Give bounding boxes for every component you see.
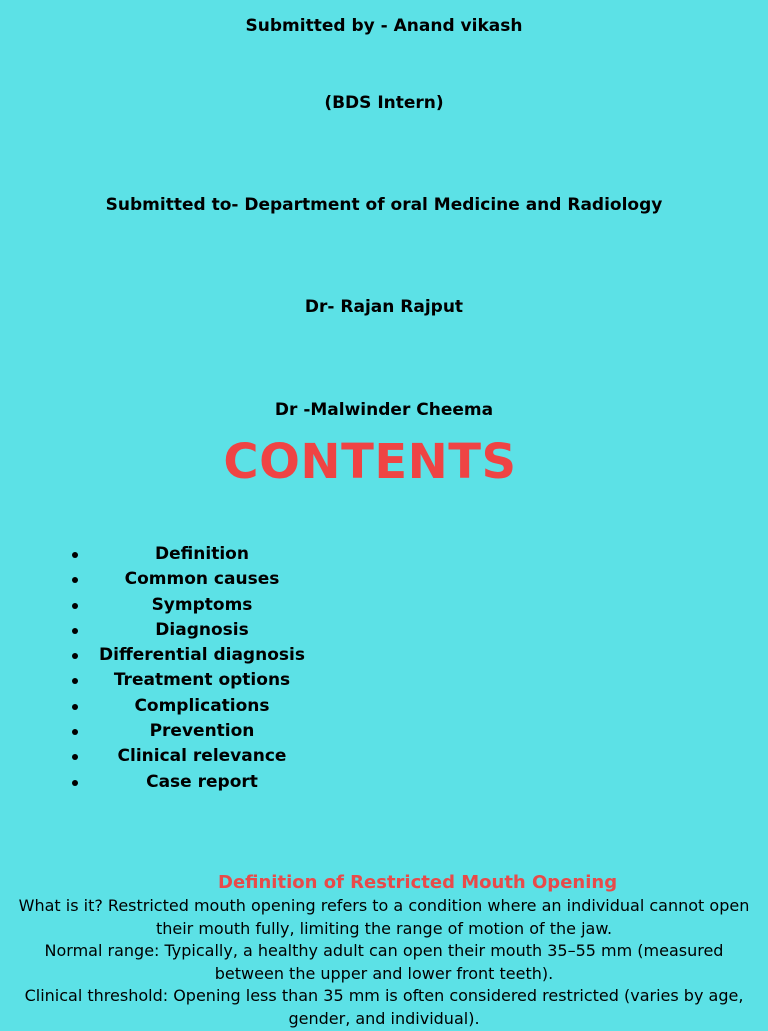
bullet-icon — [72, 628, 78, 634]
guide-name-1: Dr- Rajan Rajput — [304, 297, 464, 317]
bullet-icon — [72, 729, 78, 735]
definition-paragraph: Clinical threshold: Opening less than 35 mm is often considered restricted (varies by age, gender, and individual). — [24, 986, 744, 1028]
contents-list — [62, 542, 322, 795]
guide-name-2: Dr -Malwinder Cheema — [274, 400, 494, 420]
bullet-icon — [72, 780, 78, 786]
bullet-icon — [72, 603, 78, 609]
submitted-to-text: Submitted to- Department of oral Medicine and Radiology — [105, 195, 663, 215]
list-item-label: Clinical relevance — [117, 746, 287, 767]
definition-body — [8, 895, 760, 1031]
list-item-label: Diagnosis — [155, 619, 249, 640]
list-item-label: Prevention — [149, 721, 255, 742]
list-item — [62, 643, 322, 668]
list-item — [62, 719, 322, 744]
list-item-label: Definition — [155, 544, 249, 564]
bullet-icon — [72, 678, 78, 684]
list-item-label: Common causes — [124, 569, 280, 590]
list-item-label: Symptoms — [151, 594, 253, 615]
contents-heading: CONTENTS — [223, 434, 517, 490]
list-item — [62, 694, 322, 719]
list-item — [62, 618, 322, 643]
list-item — [62, 542, 322, 567]
list-item — [62, 744, 322, 769]
bullet-icon — [72, 754, 78, 760]
list-item-label: Case report — [146, 771, 258, 792]
list-item — [62, 593, 322, 618]
submitted-by-text: Submitted by - Anand vikash — [245, 16, 523, 36]
list-item — [62, 668, 322, 693]
bullet-icon — [72, 653, 78, 659]
list-item — [62, 770, 322, 795]
list-item-label: Differential diagnosis — [99, 645, 305, 666]
list-item-label: Treatment options — [113, 670, 291, 691]
bullet-icon — [72, 577, 78, 583]
role-text: (BDS Intern) — [324, 93, 444, 113]
bullet-icon — [72, 552, 78, 558]
definition-title: Definition of Restricted Mouth Opening — [218, 872, 618, 893]
definition-paragraph: What is it? Restricted mouth opening refers to a condition where an individual cannot open their mouth fully, limiting the range of motion of the jaw. — [18, 896, 750, 938]
list-item — [62, 567, 322, 592]
list-item-label: Complications — [134, 695, 270, 716]
definition-paragraph: Normal range: Typically, a healthy adult can open their mouth 35–55 mm (measured between the upper and lower front teeth). — [44, 941, 724, 983]
bullet-icon — [72, 704, 78, 710]
